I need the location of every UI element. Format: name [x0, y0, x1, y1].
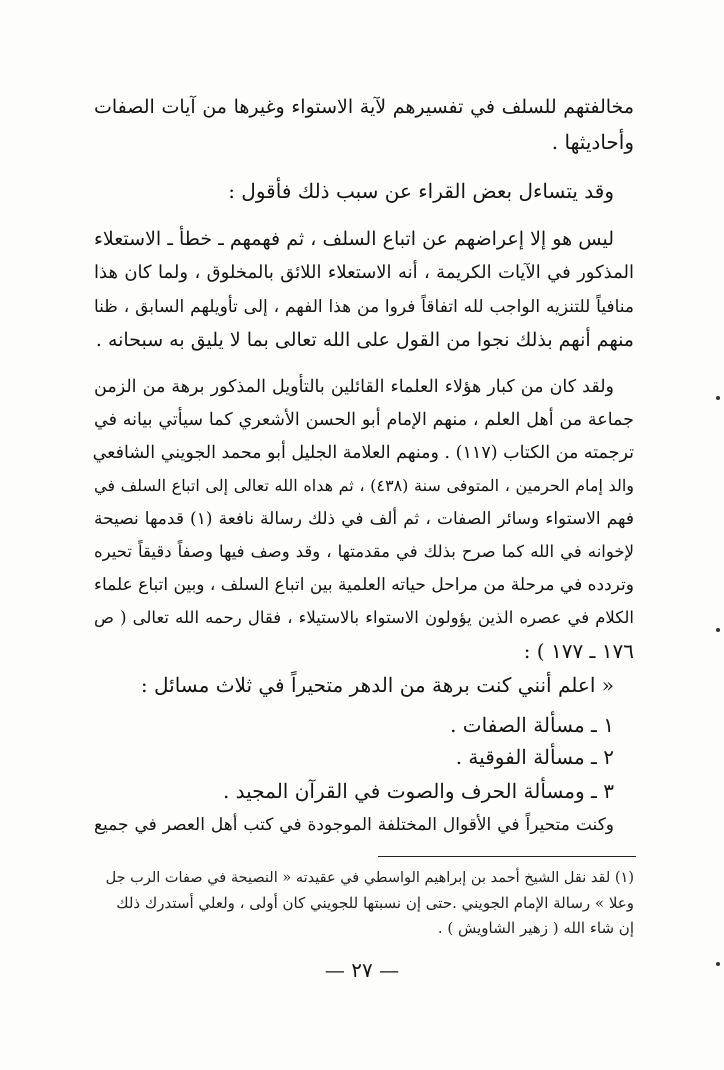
body-line: ليس هو إلا إعراضهم عن اتباع السلف ، ثم فهمهم ـ خطأ ـ الاستعلاء [94, 228, 614, 250]
body-line: وأحاديثها . [551, 130, 634, 154]
list-item: ٣ ـ ومسألة الحرف والصوت في القرآن المجيد . [222, 779, 614, 803]
body-line: المذكور في الآيات الكريمة ، أنه الاستعلاء اللائق بالمخلوق ، ولما كان هذا [94, 262, 634, 283]
body-line: منافياً للتنزيه الواجب لله اتفاقاً فروا من هذا الفهم ، إلى تأويلهم السابق ، ظنا [94, 297, 634, 317]
scan-speck [716, 628, 720, 632]
list-item: ١ ـ مسألة الصفات . [450, 713, 614, 737]
list-item: ٢ ـ مسألة الفوقية . [455, 745, 614, 769]
footnote-line: (١) لقد نقل الشيخ أحمد بن إبراهيم الواسطي في عقيدته « النصيحة في صفات الرب جل [105, 870, 634, 886]
footnote-line: إن شاء الله ( زهير الشاويش ) . [437, 919, 634, 937]
scan-speck [716, 962, 720, 966]
body-line: منهم أنهم بذلك نجوا من القول على الله تعالى بما لا يليق به سبحانه . [95, 329, 634, 351]
scan-speck [716, 396, 720, 400]
body-line: لإخوانه في الله كما صرح بذلك في مقدمتها ، وقد وصف فيها وصفاً دقيقاً تحيره [94, 542, 634, 561]
body-line: جماعة من أهل العلم ، منهم الإمام أبو الحسن الأشعري كما سيأتي بيانه في [94, 410, 634, 430]
footnote-line: وعلا » رسالة الإمام الجويني .حتى إن نسبتها للجويني كان أولى ، ولعلي أستدرك ذلك [116, 894, 634, 912]
body-line: ولقد كان من كبار هؤلاء العلماء القائلين بالتأويل المذكور برهة من الزمن [94, 377, 614, 397]
page-number: — ٢٧ — [324, 958, 400, 982]
quote-line: وكنت متحيراً في الأقوال المختلفة الموجودة في كتب أهل العصر في جميع [94, 815, 614, 835]
quote-line: « اعلم أنني كنت برهة من الدهر متحيراً في ثلاث مسائل : [140, 673, 614, 697]
body-line: والد إمام الحرمين ، المتوفى سنة (٤٣٨) ، ثم هداه الله تعالى إلى اتباع السلف في [94, 476, 635, 495]
body-line: وقد يتساءل بعض القراء عن سبب ذلك فأقول : [228, 179, 614, 203]
body-line: وتردده في مرحلة من مراحل حياته العلمية بين اتباع السلف ، وبين اتباع علماء [94, 575, 634, 595]
body-line: الكلام في عصره الذين يؤولون الاستواء بالاستيلاء ، فقال رحمه الله تعالى ( ص [94, 608, 634, 627]
body-line: مخالفتهم للسلف في تفسيرهم لآية الاستواء وغيرها من آيات الصفات [94, 96, 634, 118]
footnote-divider [378, 856, 636, 857]
body-line: فهم الاستواء وسائر الصفات ، ثم ألف في ذلك رسالة نافعة (١) قدمها نصيحة [94, 509, 634, 529]
body-line: ترجمته من الكتاب (١١٧) . ومنهم العلامة الجليل أبو محمد الجويني الشافعي [92, 443, 634, 463]
body-line: ١٧٦ ـ ١٧٧ ) : [523, 639, 634, 663]
